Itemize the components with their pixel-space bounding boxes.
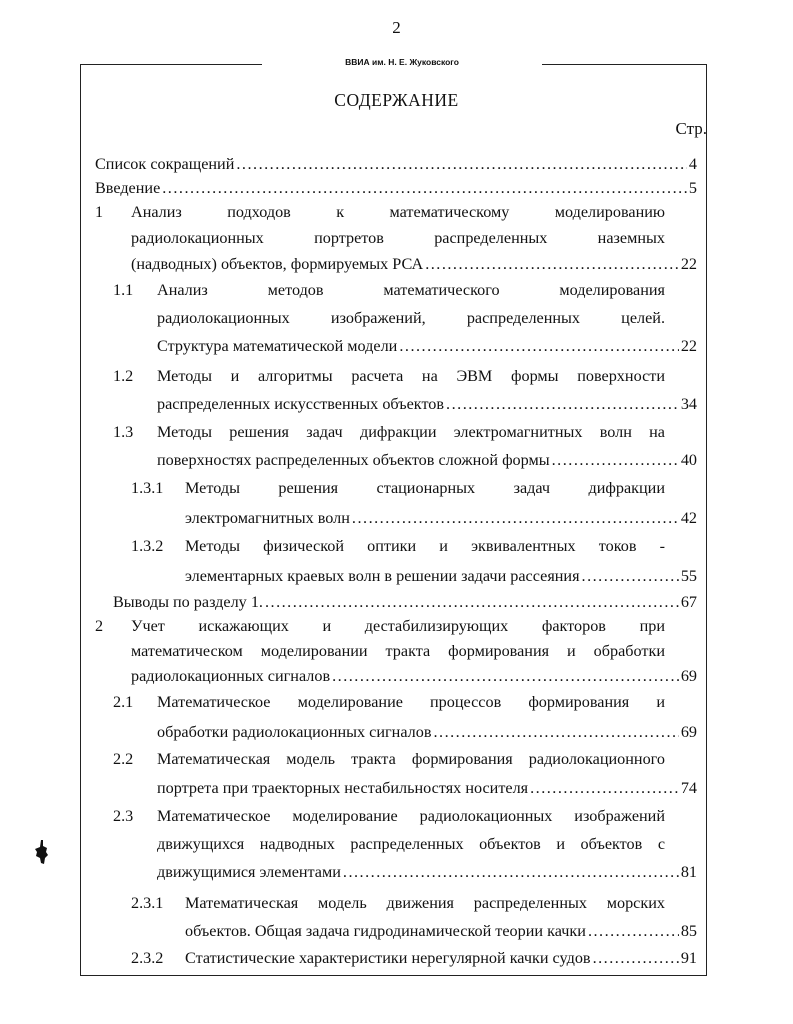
toc-entry-number: 1.3.1 <box>131 479 164 497</box>
toc-entry-text: поверхностях распределенных объектов сложной формы <box>157 451 550 469</box>
toc-entry-number: 1 <box>95 203 104 221</box>
toc-entry-number: 2.1 <box>113 693 134 711</box>
toc-entry-number: 2 <box>95 617 104 635</box>
dot-leader <box>552 446 679 474</box>
toc-entry-text: элементарных краевых волн в решении задачи рассеяния <box>185 567 580 585</box>
dot-leader <box>582 562 679 590</box>
toc-entry-text: Введение <box>95 179 161 197</box>
toc-entry-line: Методы решения задач дифракции электромагнитных волн на <box>157 423 665 441</box>
toc-entry-page: 69 <box>680 667 697 685</box>
toc-entry-line: математическом моделировании тракта формирования и обработки <box>131 642 665 660</box>
toc-entry-page: 42 <box>680 509 697 527</box>
toc-entry-line: радиолокационных изображений, распределенных целей. <box>157 309 665 327</box>
toc-entry-text: Список сокращений <box>95 155 235 173</box>
toc-entry-page: 67 <box>680 593 697 611</box>
toc-entry-line: движущихся надводных распределенных объектов и объектов с <box>157 835 665 853</box>
toc-entry-line: Анализ методов математического моделирования <box>157 281 665 299</box>
pages-column-label: Стр. <box>675 119 707 138</box>
toc-entry-page: 69 <box>680 723 697 741</box>
dot-leader <box>399 332 678 360</box>
toc-entry-line: Методы физической оптики и эквивалентных токов - <box>185 537 665 555</box>
toc-entry-line: Математическая модель движения распределенных морских <box>185 894 665 912</box>
toc-entry-number: 2.3.1 <box>131 894 164 912</box>
toc-entry-line: радиолокационных портретов распределенных наземных <box>131 229 665 247</box>
dot-leader <box>446 390 679 418</box>
toc-entry-text: Выводы по разделу 1. <box>113 593 263 611</box>
toc-entry-text: объектов. Общая задача гидродинамической теории качки <box>185 922 586 940</box>
toc-entry-line: Математическое моделирование радиолокационных изображений <box>157 807 665 825</box>
dot-leader <box>530 774 679 802</box>
toc-entry-text: движущимися элементами <box>157 863 341 881</box>
toc-entry-number: 2.2 <box>113 750 134 768</box>
toc-entry-line: Методы решения стационарных задач дифракции <box>185 479 665 497</box>
dot-leader <box>332 662 679 690</box>
toc-entry-page: 22 <box>680 337 697 355</box>
toc-entry-text: радиолокационных сигналов <box>131 667 331 685</box>
toc-entry-line: Математическое моделирование процессов формирования и <box>157 693 665 711</box>
dot-leader <box>588 917 679 945</box>
dot-leader <box>425 250 679 278</box>
toc-entry-page: 4 <box>688 155 697 173</box>
toc-entry-page: 85 <box>680 922 697 940</box>
toc-entry-page: 40 <box>680 451 697 469</box>
toc-entry-text: электромагнитных волн <box>185 509 350 527</box>
toc-entry-line: Методы и алгоритмы расчета на ЭВМ формы поверхности <box>157 367 665 385</box>
toc-title: СОДЕРЖАНИЕ <box>334 90 459 110</box>
toc-entry-number: 1.2 <box>113 367 134 385</box>
toc-entry-text: портрета при траекторных нестабильностях носителя <box>157 779 529 797</box>
dot-leader <box>433 718 678 746</box>
toc-entry-page: 81 <box>680 863 697 881</box>
toc-entry-text: Структура математической модели <box>157 337 398 355</box>
dot-leader <box>343 858 679 886</box>
page-number: 2 <box>392 18 401 37</box>
toc-entry-page: 74 <box>680 779 697 797</box>
dot-leader <box>352 504 679 532</box>
toc-entry-page: 91 <box>680 949 697 967</box>
toc-entry-text: распределенных искусственных объектов <box>157 395 445 413</box>
dot-leader <box>593 944 679 972</box>
toc-entry-page: 22 <box>680 255 697 273</box>
toc-entry-number: 2.3 <box>113 807 134 825</box>
toc-entry-page: 55 <box>680 567 697 585</box>
ink-blot-mark <box>34 838 50 866</box>
toc-entry-number: 1.3.2 <box>131 537 164 555</box>
toc-entry-line: Учет искажающих и дестабилизирующих факторов при <box>131 617 665 635</box>
toc-entry-page: 34 <box>680 395 697 413</box>
institution-header: ВВИА им. Н. Е. Жуковского <box>345 57 459 67</box>
toc-entry-number: 2.3.2 <box>131 949 164 967</box>
toc-entry-text: Статистические характеристики нерегулярной качки судов <box>185 949 591 967</box>
toc-entry-number: 1.1 <box>113 281 134 299</box>
toc-entry-line: Анализ подходов к математическому моделированию <box>131 203 665 221</box>
toc-entry-text: обработки радиолокационных сигналов <box>157 723 432 741</box>
toc-entry-line: Математическая модель тракта формирования радиолокационного <box>157 750 665 768</box>
toc-entry-text: (надводных) объектов, формируемых РСА <box>131 255 424 273</box>
toc-entry-page: 5 <box>688 179 697 197</box>
toc-entry-number: 1.3 <box>113 423 134 441</box>
